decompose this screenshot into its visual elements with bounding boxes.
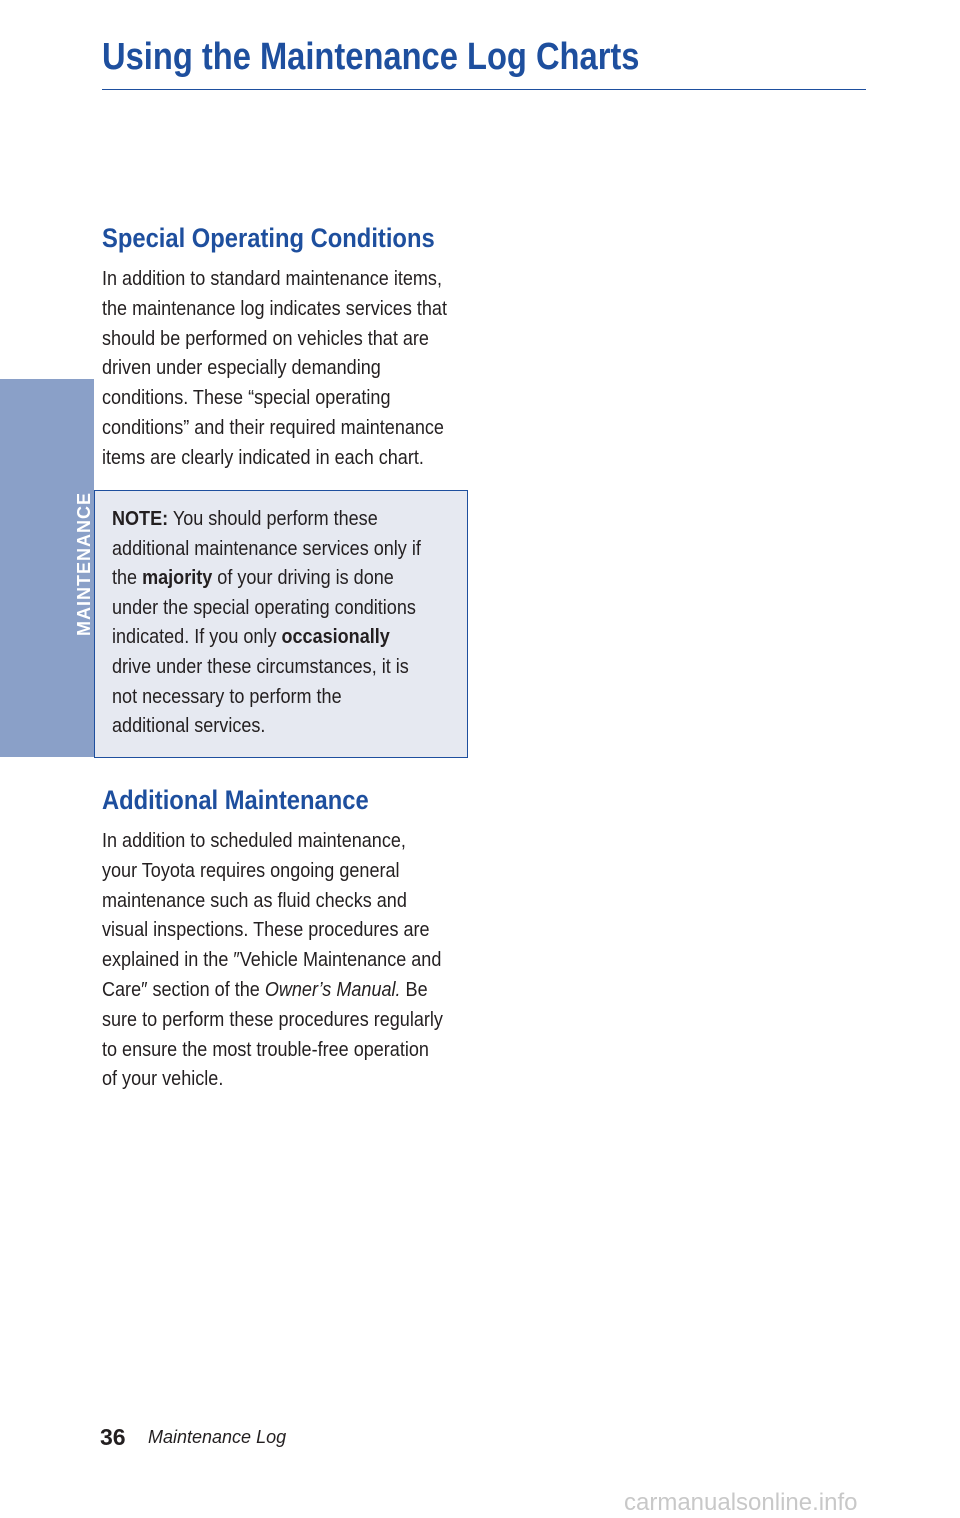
note-line-text: of your driving is done [217, 566, 394, 590]
watermark: carmanualsonline.info [624, 1489, 858, 1516]
note-line-text: the [112, 566, 138, 590]
special-conditions-paragraph [102, 264, 472, 473]
owners-manual-reference: Owner’s Manual. [264, 977, 401, 1001]
note-line [112, 622, 464, 652]
note-text [112, 504, 464, 741]
note-line: not necessary to perform the [112, 684, 342, 708]
paragraph-line: explained in the ″Vehicle Maintenance and [102, 948, 442, 972]
paragraph-line: your Toyota requires ongoing general [102, 858, 400, 882]
page-title: Using the Maintenance Log Charts [102, 36, 640, 78]
paragraph-line: driven under especially demanding [102, 356, 381, 380]
additional-maintenance-heading: Additional Maintenance [102, 785, 369, 815]
note-emphasis-occasionally: occasionally [281, 625, 390, 649]
note-line-text: indicated. If you only [112, 625, 277, 649]
paragraph-line: to ensure the most trouble-free operation [102, 1037, 429, 1061]
title-divider [102, 89, 866, 90]
note-line: drive under these circumstances, it is [112, 654, 409, 678]
note-line-text: You should perform these [172, 507, 378, 530]
paragraph-line [102, 975, 472, 1005]
note-label: NOTE: [112, 507, 169, 530]
note-emphasis-majority: majority [142, 566, 213, 590]
page-footer-label: Maintenance Log [148, 1427, 287, 1447]
paragraph-line: the maintenance log indicates services that [102, 296, 447, 320]
page-number: 36 [100, 1424, 126, 1450]
paragraph-text: Care″ section of the [102, 977, 260, 1001]
paragraph-line: of your vehicle. [102, 1067, 224, 1091]
note-line [112, 563, 464, 593]
section-tab-label: MAINTENANCE [74, 492, 94, 636]
paragraph-line: items are clearly indicated in each chart. [102, 445, 424, 469]
note-line: additional maintenance services only if [112, 536, 421, 560]
paragraph-text: Be [405, 977, 428, 1001]
special-conditions-heading: Special Operating Conditions [102, 223, 435, 253]
paragraph-line: conditions. These “special operating [102, 386, 391, 410]
paragraph-line: visual inspections. These procedures are [102, 918, 430, 942]
paragraph-line: sure to perform these procedures regularly [102, 1007, 443, 1031]
note-line [112, 504, 464, 534]
paragraph-line: conditions” and their required maintenance [102, 415, 444, 439]
note-line: additional services. [112, 714, 266, 738]
paragraph-line: maintenance such as fluid checks and [102, 888, 407, 912]
paragraph-line: should be performed on vehicles that are [102, 326, 429, 350]
paragraph-line: In addition to standard maintenance items, [102, 267, 442, 290]
additional-maintenance-paragraph [102, 826, 472, 1094]
paragraph-line: In addition to scheduled maintenance, [102, 829, 406, 852]
note-line: under the special operating conditions [112, 595, 416, 619]
